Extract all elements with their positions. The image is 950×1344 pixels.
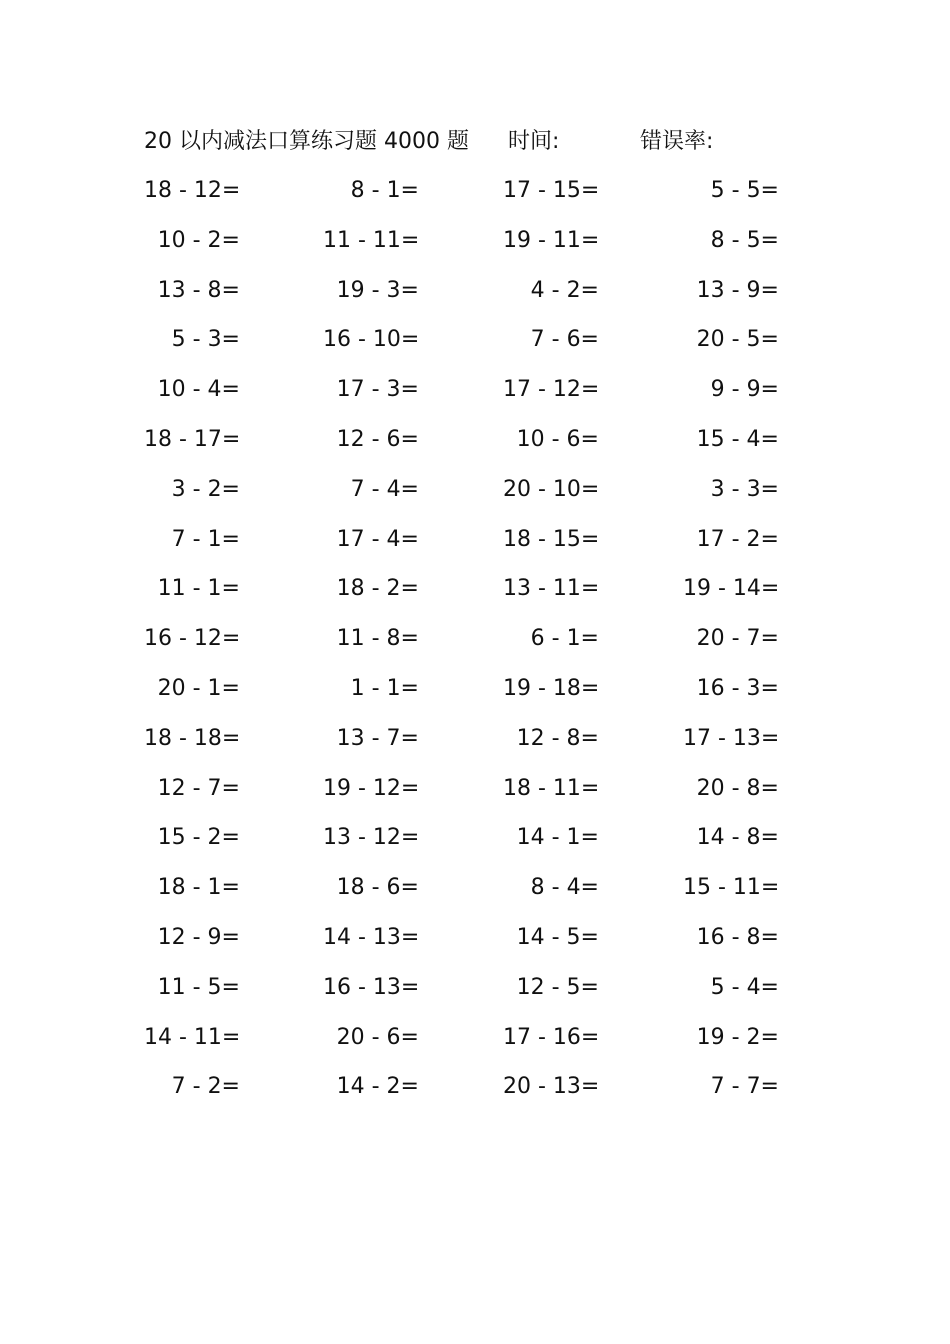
problem-item: 20 - 5= [696,327,779,353]
problem-item: 17 - 2= [696,526,779,552]
problem-item: 16 - 8= [696,925,779,950]
problem-item: 6 - 1= [530,626,599,652]
problem-item: 10 - 4= [157,377,240,403]
problem-item: 12 - 6= [336,427,419,452]
problem-item: 3 - 3= [710,476,779,502]
problem-item: 19 - 14= [683,576,780,602]
problem-item: 7 - 7= [710,1074,779,1100]
problem-item: 20 - 13= [503,1074,600,1100]
problem-item: 20 - 10= [503,476,600,502]
problem-item: 14 - 8= [696,825,779,851]
problem-item: 14 - 1= [516,825,599,851]
problem-item: 3 - 2= [171,476,240,502]
problem-item: 18 - 11= [503,775,600,801]
problem-item: 11 - 11= [323,227,420,253]
problem-item: 18 - 17= [144,427,241,452]
problem-item: 19 - 18= [503,676,600,701]
problem-item: 19 - 11= [503,227,600,253]
problem-item: 10 - 6= [516,427,599,452]
problem-item: 18 - 12= [144,178,241,203]
problem-item: 5 - 4= [710,974,779,1000]
problem-item: 8 - 4= [530,875,599,901]
worksheet-title: 20 以内减法口算练习题 4000 题 [144,129,469,154]
problem-item: 12 - 5= [516,974,599,1000]
problem-item: 4 - 2= [530,277,599,303]
problem-item: 19 - 2= [696,1024,779,1050]
problem-item: 16 - 3= [696,676,779,701]
problem-item: 9 - 9= [710,377,779,403]
problem-item: 11 - 8= [336,626,419,652]
problem-item: 10 - 2= [157,227,240,253]
problem-item: 20 - 6= [336,1024,419,1050]
problem-item: 17 - 13= [683,725,780,751]
error-rate-label: 错误率: [640,129,714,154]
problem-item: 16 - 12= [144,626,241,652]
problem-item: 13 - 8= [157,277,240,303]
problem-item: 18 - 15= [503,526,600,552]
time-label: 时间: [508,129,560,154]
problem-item: 7 - 2= [171,1074,240,1100]
problem-item: 18 - 1= [157,875,240,901]
problem-item: 17 - 3= [336,377,419,403]
problem-item: 8 - 5= [710,227,779,253]
problem-item: 11 - 1= [157,576,240,602]
problem-item: 14 - 5= [516,925,599,950]
problem-item: 17 - 12= [503,377,600,403]
problem-item: 13 - 7= [336,725,419,751]
problem-item: 12 - 9= [157,925,240,950]
problem-item: 14 - 13= [323,925,420,950]
problem-item: 14 - 11= [144,1024,241,1050]
problem-item: 19 - 12= [323,775,420,801]
problem-item: 7 - 4= [350,476,419,502]
problem-item: 17 - 16= [503,1024,600,1050]
problem-item: 19 - 3= [336,277,419,303]
problem-item: 7 - 6= [530,327,599,353]
problem-item: 13 - 9= [696,277,779,303]
problem-item: 13 - 11= [503,576,600,602]
problem-item: 12 - 7= [157,775,240,801]
problem-item: 16 - 10= [323,327,420,353]
problem-item: 15 - 11= [683,875,780,901]
problem-item: 11 - 5= [157,974,240,1000]
problem-item: 12 - 8= [516,725,599,751]
problem-item: 18 - 2= [336,576,419,602]
problem-item: 17 - 15= [503,178,600,203]
problem-item: 8 - 1= [350,178,419,203]
problem-item: 1 - 1= [350,676,419,701]
problem-item: 18 - 6= [336,875,419,901]
problem-item: 5 - 3= [171,327,240,353]
problem-item: 20 - 7= [696,626,779,652]
problem-item: 5 - 5= [710,178,779,203]
problem-item: 20 - 1= [157,676,240,701]
problem-item: 14 - 2= [336,1074,419,1100]
problem-item: 16 - 13= [323,974,420,1000]
problem-item: 15 - 2= [157,825,240,851]
problem-item: 15 - 4= [696,427,779,452]
problem-item: 13 - 12= [323,825,420,851]
problem-item: 18 - 18= [144,725,241,751]
problem-item: 20 - 8= [696,775,779,801]
problem-item: 7 - 1= [171,526,240,552]
problem-item: 17 - 4= [336,526,419,552]
